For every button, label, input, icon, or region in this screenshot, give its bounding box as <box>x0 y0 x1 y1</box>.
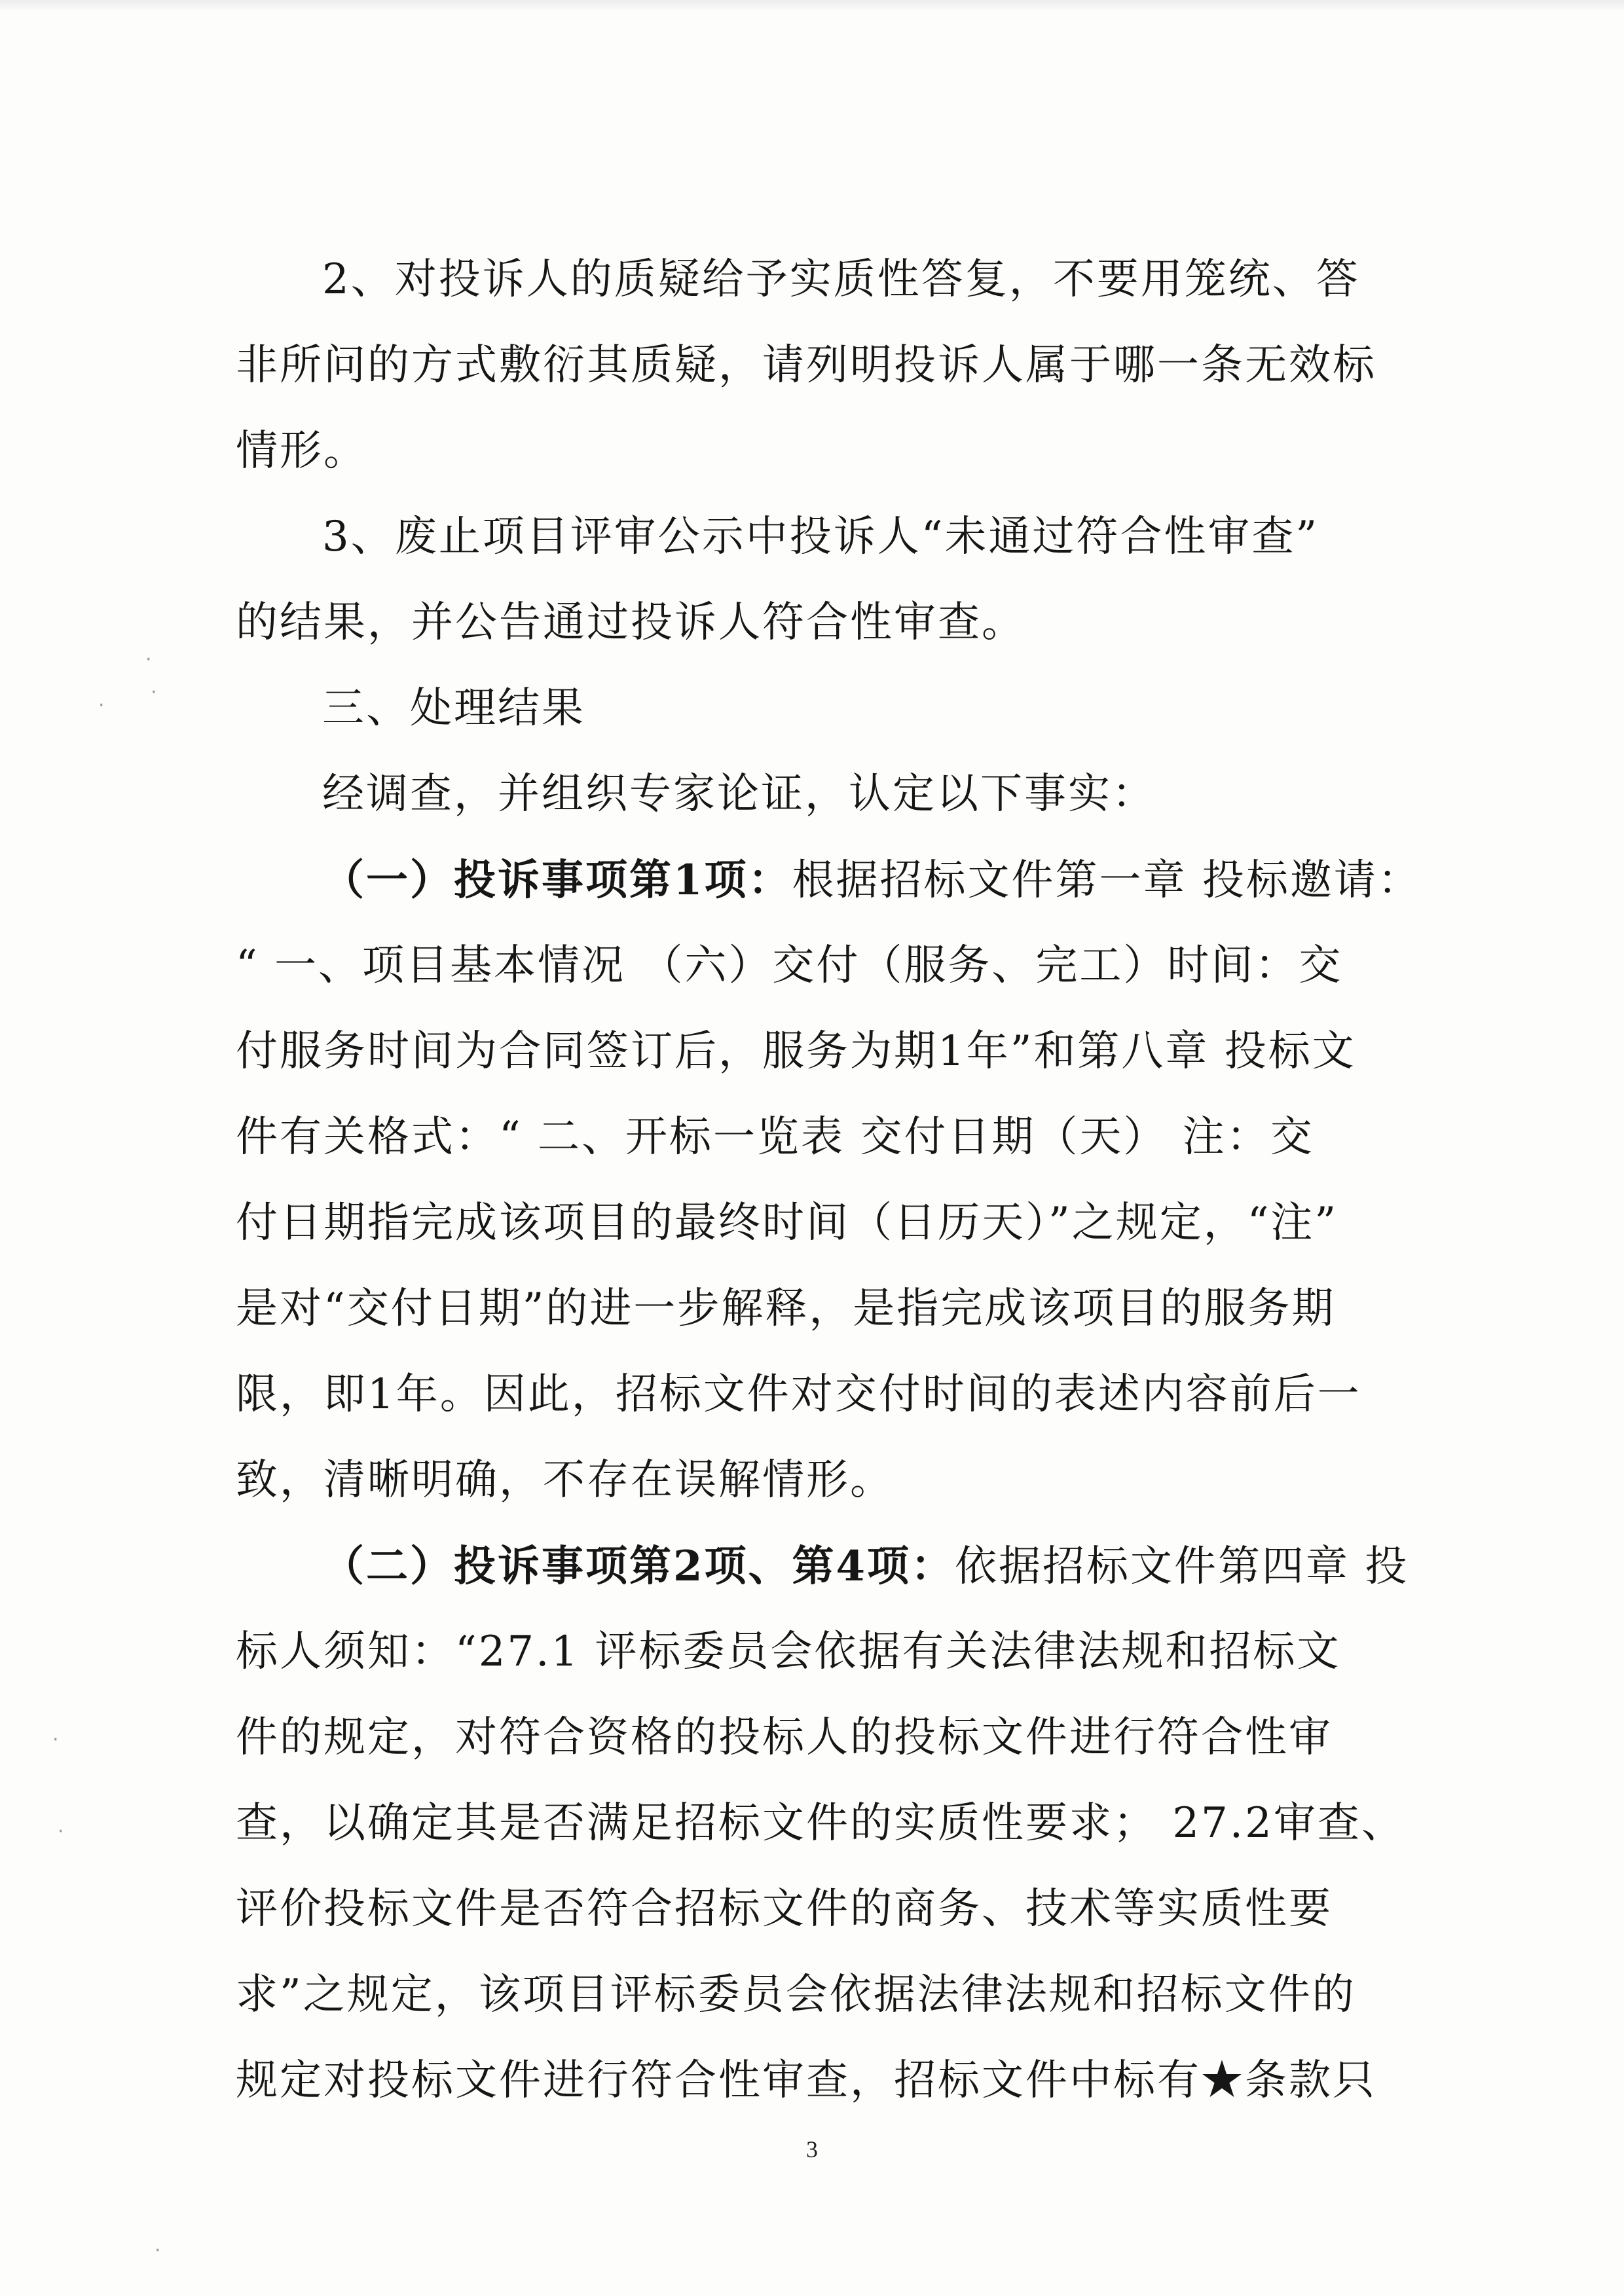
document-line: 件有关格式：“ 二、开标一览表 交付日期（天） 注：交 <box>236 1113 1314 1161</box>
document-line: 求”之规定，该项目评标委员会依据法律法规和招标文件的 <box>236 1971 1356 2019</box>
scan-edge-shadow <box>0 0 1624 12</box>
document-line <box>236 837 1422 923</box>
document-line: 评价投标文件是否符合招标文件的商务、技术等实质性要 <box>236 1885 1333 1933</box>
document-line: 三、处理结果 <box>322 684 585 733</box>
document-line: 致，清晰明确，不存在误解情形。 <box>236 1456 894 1504</box>
scan-speck: · <box>155 2239 161 2262</box>
document-line: 付服务时间为合同签订后，服务为期1年”和第八章 投标文 <box>236 1027 1356 1076</box>
scan-speck: · <box>145 648 152 671</box>
document-line: 限，即1年。因此，招标文件对交付时间的表述内容前后一 <box>236 1370 1361 1419</box>
line-heading-bold: （二）投诉事项第2项、第4项： <box>322 1542 955 1591</box>
scan-speck: · <box>52 1728 59 1751</box>
document-line: 付日期指完成该项目的最终时间（日历天）”之规定，“注” <box>236 1199 1338 1247</box>
line-heading-bold: （一）投诉事项第1项： <box>322 856 792 905</box>
document-line: 是对“交付日期”的进一步解释，是指完成该项目的服务期 <box>236 1285 1336 1333</box>
page-number: 3 <box>806 2136 818 2162</box>
document-line: 件的规定，对符合资格的投标人的投标文件进行符合性审 <box>236 1713 1333 1762</box>
document-line: 经调查，并组织专家论证，认定以下事实： <box>322 770 1156 818</box>
document-line: 情形。 <box>236 427 367 475</box>
document-line: 非所问的方式敷衍其质疑，请列明投诉人属于哪一条无效标 <box>236 341 1376 390</box>
document-line: 的结果，并公告通过投诉人符合性审查。 <box>236 598 1025 647</box>
document-body <box>236 237 1422 2124</box>
scan-speck: · <box>58 1820 64 1843</box>
document-line <box>236 1523 1409 1609</box>
line-text: 根据招标文件第一章 投标邀请： <box>792 856 1422 905</box>
scan-speck: · <box>151 681 157 704</box>
document-line: 2、对投诉人的质疑给予实质性答复，不要用笼统、答 <box>322 255 1360 304</box>
line-text: 依据招标文件第四章 投 <box>955 1542 1409 1591</box>
document-line: 规定对投标文件进行符合性审查，招标文件中标有★条款只 <box>236 2056 1376 2105</box>
document-line: 查，以确定其是否满足招标文件的实质性要求； 27.2审查、 <box>236 1799 1405 1848</box>
document-line: 标人须知：“27.1 评标委员会依据有关法律法规和招标文 <box>236 1628 1341 1676</box>
scan-speck: · <box>98 694 105 717</box>
document-line: “ 一、项目基本情况 （六）交付（服务、完工）时间：交 <box>236 941 1343 990</box>
document-line: 3、废止项目评审公示中投诉人“未通过符合性审查” <box>322 513 1320 561</box>
